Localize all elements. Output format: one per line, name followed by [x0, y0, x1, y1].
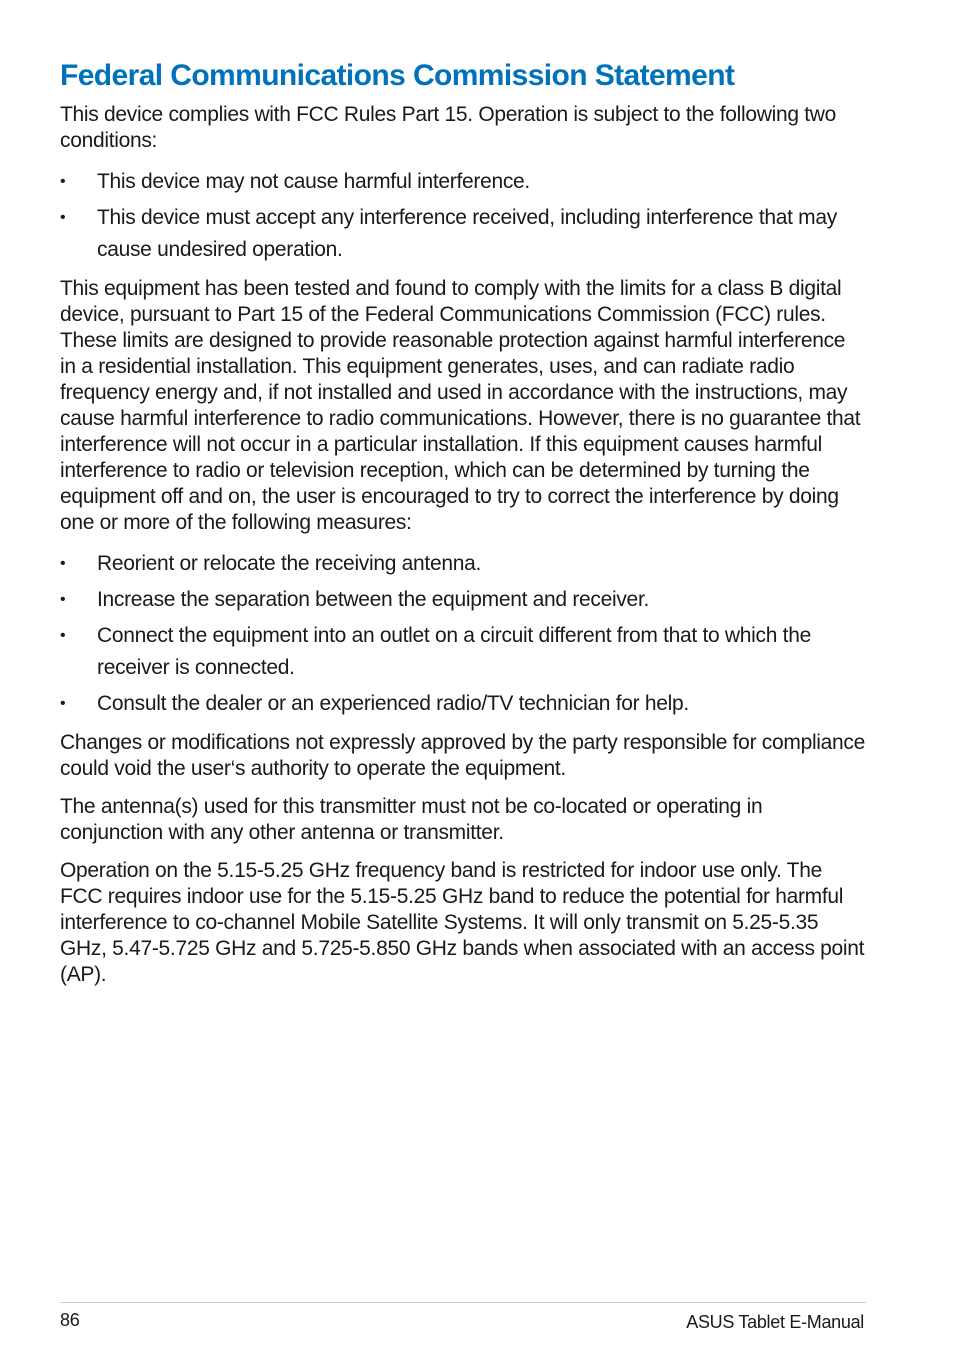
measures-list: [60, 548, 866, 720]
bullet-icon: •: [60, 627, 66, 644]
conditions-list: [60, 166, 866, 266]
page-footer: [60, 1302, 866, 1332]
bullet-icon: •: [60, 591, 66, 608]
list-item: [60, 620, 866, 684]
list-item-text: Connect the equipment into an outlet on a circuit different from that to which the receiver is connected.: [97, 624, 811, 679]
list-item: [60, 202, 866, 266]
page-number: 86: [60, 1310, 80, 1330]
list-item: [60, 166, 866, 198]
list-item: [60, 548, 866, 580]
list-item: [60, 688, 866, 720]
document-page: [60, 56, 866, 1000]
bullet-icon: •: [60, 209, 66, 226]
list-item-text: This device must accept any interference received, including interference that may cause undesired operation.: [97, 206, 837, 261]
bullet-icon: •: [60, 173, 66, 190]
list-item-text: This device may not cause harmful interference.: [97, 170, 530, 193]
list-item-text: Reorient or relocate the receiving antenna.: [97, 552, 482, 575]
antenna-paragraph: The antenna(s) used for this transmitter must not be co-located or operating in conjunction with any other antenna or transmitter.: [60, 795, 763, 844]
list-item-text: Increase the separation between the equipment and receiver.: [97, 588, 650, 611]
bullet-icon: •: [60, 555, 66, 572]
changes-paragraph: Changes or modifications not expressly approved by the party responsible for compliance could void the user‘s authority to operate the equipment.: [60, 731, 866, 780]
bullet-icon: •: [60, 695, 66, 712]
tested-paragraph: This equipment has been tested and found to comply with the limits for a class B digital device, pursuant to Part 15 of the Federal Communications Commission (FCC) rules. These limits are designed to provide reasonable protection against harmful interference in a residential installation. This equipment generates, uses, and can radiate radio frequency energy and, if not installed and used in accordance with the instructions, may cause harmful interference to radio communications. However, there is no guarantee that interference will not occur in a particular installation. If this equipment causes harmful interference to radio or television reception, which can be determined by turning the equipment off and on, the user is encouraged to try to correct the interference by doing one or more of the following measures:: [60, 277, 861, 534]
list-item-text: Consult the dealer or an experienced radio/TV technician for help.: [97, 692, 689, 715]
page-title: Federal Communications Commission Statement: [60, 59, 735, 92]
operation-paragraph: Operation on the 5.15-5.25 GHz frequency band is restricted for indoor use only. The FCC requires indoor use for the 5.15-5.25 GHz band to reduce the potential for harmful interference to co-channel Mobile Satellite Systems. It will only transmit on 5.25-5.35 GHz, 5.47-5.725 GHz and 5.725-5.850 GHz bands when associated with an access point (AP).: [60, 859, 865, 986]
manual-title: ASUS Tablet E-Manual: [686, 1312, 864, 1332]
list-item: [60, 584, 866, 616]
intro-paragraph: This device complies with FCC Rules Part 15. Operation is subject to the following two conditions:: [60, 103, 837, 152]
